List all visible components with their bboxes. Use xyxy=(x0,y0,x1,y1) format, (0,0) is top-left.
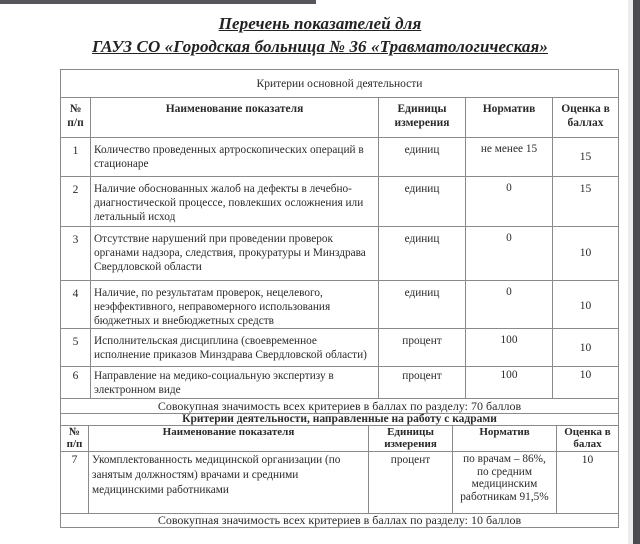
row-name: Направление на медико-социальную экспертизу в электронном виде xyxy=(91,367,379,399)
row-score: 10 xyxy=(553,367,619,399)
table-row xyxy=(61,329,619,367)
row-score: 15 xyxy=(553,138,619,177)
header-name: Наименование показателя xyxy=(91,98,379,138)
row-norm: 0 xyxy=(466,227,553,281)
row-name: Количество проведенных артроскопических операций в стационаре xyxy=(91,138,379,177)
row-units: единиц xyxy=(379,138,466,177)
row-name: Отсутствие нарушений при проведении проверок органами надзора, следствия, прокуратуры и Минздрава Свердловской области xyxy=(91,227,379,281)
row-norm: по врачам – 86%, по средним медицинским работникам 91,5% xyxy=(453,452,557,514)
table-row xyxy=(61,367,619,399)
row-num: 1 xyxy=(61,138,91,177)
table-row xyxy=(61,177,619,227)
row-score: 10 xyxy=(553,281,619,329)
section-title: Критерии деятельности, направленные на работу с кадрами xyxy=(61,414,619,426)
header-units: Единицы измерения xyxy=(379,98,466,138)
table-header-row xyxy=(61,426,619,452)
header-units: Единицы измерения xyxy=(369,426,453,452)
main-criteria-table xyxy=(60,69,619,399)
row-norm: 0 xyxy=(466,177,553,227)
row-units: единиц xyxy=(379,177,466,227)
row-norm: 100 xyxy=(466,367,553,399)
row-name: Исполнительская дисциплина (своевременное исполнение приказов Минздрава Свердловской области) xyxy=(91,329,379,367)
row-score: 10 xyxy=(553,329,619,367)
row-num: 2 xyxy=(61,177,91,227)
header-num: № п/п xyxy=(61,426,89,452)
header-score: Оценка в балах xyxy=(557,426,619,452)
section1-total: Совокупная значимость всех критериев в баллах по разделу: 70 баллов xyxy=(61,399,619,414)
table-row xyxy=(61,452,619,514)
row-units: процент xyxy=(379,367,466,399)
document-title-line-1: Перечень показателей для xyxy=(218,14,422,33)
row-num: 4 xyxy=(61,281,91,329)
row-score: 10 xyxy=(557,452,619,514)
header-score: Оценка в баллах xyxy=(553,98,619,138)
window-top-edge xyxy=(0,0,316,4)
document-title-line-2: ГАУЗ СО «Городская больница № 36 «Травматологическая» xyxy=(92,37,548,56)
row-norm: 0 xyxy=(466,281,553,329)
row-score: 15 xyxy=(553,177,619,227)
row-name: Укомплектованность медицинской организации (по занятым должностям) врачами и средними медицинскими работниками xyxy=(89,452,369,514)
section-title: Критерии основной деятельности xyxy=(61,70,619,98)
row-norm: не менее 15 xyxy=(466,138,553,177)
row-num: 7 xyxy=(61,452,89,514)
row-name: Наличие обоснованных жалоб на дефекты в лечебно-диагностической процессе, повлекших осложнения или летальный исход xyxy=(91,177,379,227)
table-row xyxy=(61,138,619,177)
window-right-edge xyxy=(633,0,640,544)
row-num: 6 xyxy=(61,367,91,399)
row-units: процент xyxy=(379,329,466,367)
table-header-row xyxy=(61,98,619,138)
header-num: № п/п xyxy=(61,98,91,138)
row-name: Наличие, по результатам проверок, нецелевого, неэффективного, неправомерного использования бюджетных и внебюджетных средств xyxy=(91,281,379,329)
row-score: 10 xyxy=(553,227,619,281)
header-name: Наименование показателя xyxy=(89,426,369,452)
table-row xyxy=(61,227,619,281)
header-norm: Норматив xyxy=(453,426,557,452)
row-units: единиц xyxy=(379,281,466,329)
row-units: процент xyxy=(369,452,453,514)
header-norm: Норматив xyxy=(466,98,553,138)
row-num: 5 xyxy=(61,329,91,367)
row-norm: 100 xyxy=(466,329,553,367)
table-row xyxy=(61,281,619,329)
row-units: единиц xyxy=(379,227,466,281)
row-num: 3 xyxy=(61,227,91,281)
section2-total: Совокупная значимость всех критериев в баллах по разделу: 10 баллов xyxy=(61,514,619,528)
staff-criteria-table xyxy=(60,398,619,528)
